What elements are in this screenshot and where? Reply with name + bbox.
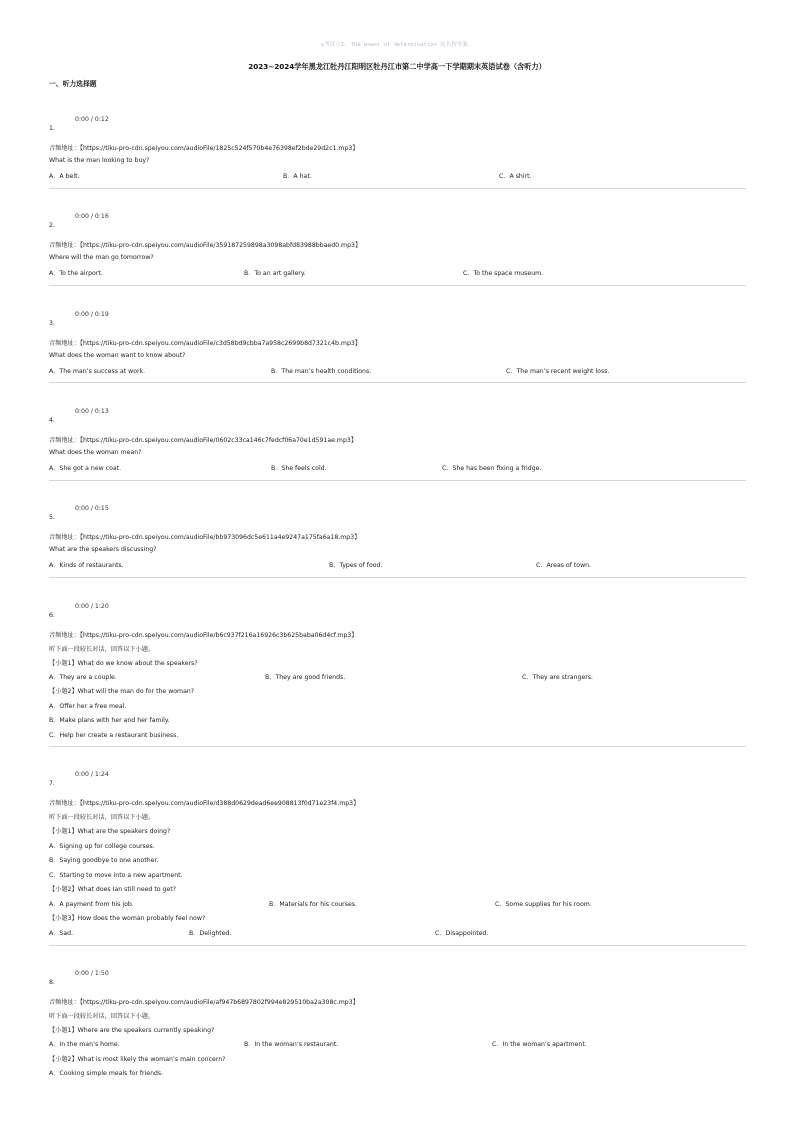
- question-text: What is the man looking to buy?: [49, 157, 150, 164]
- sub-question-1: 【小题1】Where are the speakers currently speaking?: [49, 1027, 215, 1034]
- watermark: ◎考试小I: The power of determination 看名校答案。: [320, 42, 474, 48]
- question-intro: 听下面一段较长对话，回答以下小题。: [49, 1013, 155, 1020]
- option-c[interactable]: C．She has been fixing a fridge.: [442, 465, 542, 472]
- audio-source-link[interactable]: 音频地址：【https://tiku-pro-cdn.speiyou.com/audioFile/d388d0629dead6ee908813f0d71e23f4.mp3】: [49, 800, 360, 807]
- option-b[interactable]: B．Types of food.: [329, 562, 383, 569]
- question-number: 7.: [49, 780, 55, 787]
- audio-player-time[interactable]: 0:00 / 0:19: [75, 311, 109, 318]
- divider: [49, 480, 746, 481]
- question-number: 1.: [49, 125, 55, 132]
- divider: [49, 746, 746, 747]
- audio-source-link[interactable]: 音频地址：【https://tiku-pro-cdn.speiyou.com/audioFile/359187259898a3098abfd83988bbaed0.mp3】: [49, 242, 362, 249]
- option-c[interactable]: C．Help her create a restaurant business.: [49, 732, 179, 739]
- audio-player-time[interactable]: 0:00 / 1:24: [75, 771, 109, 778]
- option-a[interactable]: A．In the man’s home.: [49, 1041, 120, 1048]
- divider: [49, 382, 746, 383]
- option-c[interactable]: C．A shirt.: [499, 173, 532, 180]
- option-a[interactable]: A．Kinds of restaurants.: [49, 562, 124, 569]
- sub-question-1: 【小题1】What are the speakers doing?: [49, 828, 171, 835]
- audio-player-time[interactable]: 0:00 / 1:50: [75, 970, 109, 977]
- option-b[interactable]: B．In the woman’s restaurant.: [244, 1041, 339, 1048]
- question-number: 8.: [49, 979, 55, 986]
- audio-player-time[interactable]: 0:00 / 0:13: [75, 408, 109, 415]
- audio-source-link[interactable]: 音频地址：【https://tiku-pro-cdn.speiyou.com/audioFile/0602c33ca146c7fedcf06a70e1d591ae.mp3】: [49, 437, 357, 444]
- option-a[interactable]: A．To the airport.: [49, 270, 103, 277]
- question-number: 5.: [49, 514, 55, 521]
- audio-source-link[interactable]: 音频地址：【https://tiku-pro-cdn.speiyou.com/audioFile/c3d58bd9cbba7a958c2699b8d7321c4b.mp3】: [49, 340, 361, 347]
- question-intro: 听下面一段较长对话，回答以下小题。: [49, 814, 155, 821]
- option-b[interactable]: B．Materials for his courses.: [269, 901, 357, 908]
- option-c[interactable]: C．To the space museum.: [463, 270, 544, 277]
- divider: [49, 577, 746, 578]
- option-a[interactable]: A．The man’s success at work.: [49, 368, 146, 375]
- question-text: What does the woman mean?: [49, 449, 142, 456]
- sub-question-3: 【小题3】How does the woman probably feel now?: [49, 915, 206, 922]
- audio-player-time[interactable]: 0:00 / 0:16: [75, 213, 109, 220]
- option-a[interactable]: A．A belt.: [49, 173, 80, 180]
- audio-source-link[interactable]: 音频地址：【https://tiku-pro-cdn.speiyou.com/audioFile/1825c524f570b4e76398ef2bde29d2c1.mp3】: [49, 145, 359, 152]
- audio-source-link[interactable]: 音频地址：【https://tiku-pro-cdn.speiyou.com/audioFile/bb973096dc5e611a4e9247a175fa6a18.mp3】: [49, 534, 361, 541]
- audio-source-link[interactable]: 音频地址：【https://tiku-pro-cdn.speiyou.com/audioFile/af947b6897802f994e829510ba2a308c.mp3】: [49, 999, 359, 1006]
- option-b[interactable]: B．Saying goodbye to one another.: [49, 857, 159, 864]
- sub-question-1: 【小题1】What do we know about the speakers?: [49, 660, 198, 667]
- question-number: 3.: [49, 320, 55, 327]
- question-text: What are the speakers discussing?: [49, 546, 157, 553]
- option-c[interactable]: C．Starting to move into a new apartment.: [49, 872, 183, 879]
- option-b[interactable]: B．To an art gallery.: [244, 270, 306, 277]
- audio-player-time[interactable]: 0:00 / 0:15: [75, 505, 109, 512]
- audio-source-link[interactable]: 音频地址：【https://tiku-pro-cdn.speiyou.com/audioFile/b6c937f216a16926c3b625baba06d4cf.mp3】: [49, 632, 358, 639]
- sub-question-2: 【小题2】What will the man do for the woman?: [49, 688, 195, 695]
- audio-player-time[interactable]: 0:00 / 0:12: [75, 116, 109, 123]
- option-b[interactable]: B．The man’s health conditions.: [271, 368, 372, 375]
- sub-question-2: 【小题2】What is most likely the woman’s main concern?: [49, 1056, 226, 1063]
- option-b[interactable]: B．Delighted.: [189, 930, 232, 937]
- option-b[interactable]: B．Make plans with her and her family.: [49, 717, 170, 724]
- option-a[interactable]: A．They are a couple.: [49, 674, 117, 681]
- option-b[interactable]: B．A hat.: [283, 173, 312, 180]
- question-number: 4.: [49, 417, 55, 424]
- divider: [49, 945, 746, 946]
- option-a[interactable]: A．A payment from his job.: [49, 901, 134, 908]
- question-text: What does the woman want to know about?: [49, 352, 186, 359]
- option-a[interactable]: A．Sad.: [49, 930, 74, 937]
- option-b[interactable]: B．They are good friends.: [265, 674, 346, 681]
- option-c[interactable]: C．They are strangers.: [522, 674, 593, 681]
- divider: [49, 285, 746, 286]
- option-a[interactable]: A．Offer her a free meal.: [49, 703, 127, 710]
- divider: [49, 188, 746, 189]
- option-a[interactable]: A．She got a new coat.: [49, 465, 122, 472]
- question-number: 6.: [49, 612, 55, 619]
- sub-question-2: 【小题2】What does Ian still need to get?: [49, 886, 176, 893]
- audio-player-time[interactable]: 0:00 / 1:20: [75, 603, 109, 610]
- section-heading: 一、听力选择题: [49, 80, 97, 88]
- page-title: 2023~2024学年黑龙江牡丹江阳明区牡丹江市第二中学高一下学期期末英语试卷（含听力）: [248, 62, 546, 71]
- option-c[interactable]: C．Some supplies for his room.: [495, 901, 592, 908]
- option-c[interactable]: C．The man’s recent weight loss.: [506, 368, 610, 375]
- question-intro: 听下面一段较长对话，回答以下小题。: [49, 646, 155, 653]
- option-b[interactable]: B．She feels cold.: [271, 465, 327, 472]
- question-text: Where will the man go tomorrow?: [49, 254, 154, 261]
- option-c[interactable]: C．In the woman’s apartment.: [492, 1041, 587, 1048]
- option-a[interactable]: A．Cooking simple meals for friends.: [49, 1070, 164, 1077]
- option-c[interactable]: C．Disappointed.: [435, 930, 489, 937]
- question-number: 2.: [49, 222, 55, 229]
- option-a[interactable]: A．Signing up for college courses.: [49, 843, 155, 850]
- option-c[interactable]: C．Areas of town.: [536, 562, 592, 569]
